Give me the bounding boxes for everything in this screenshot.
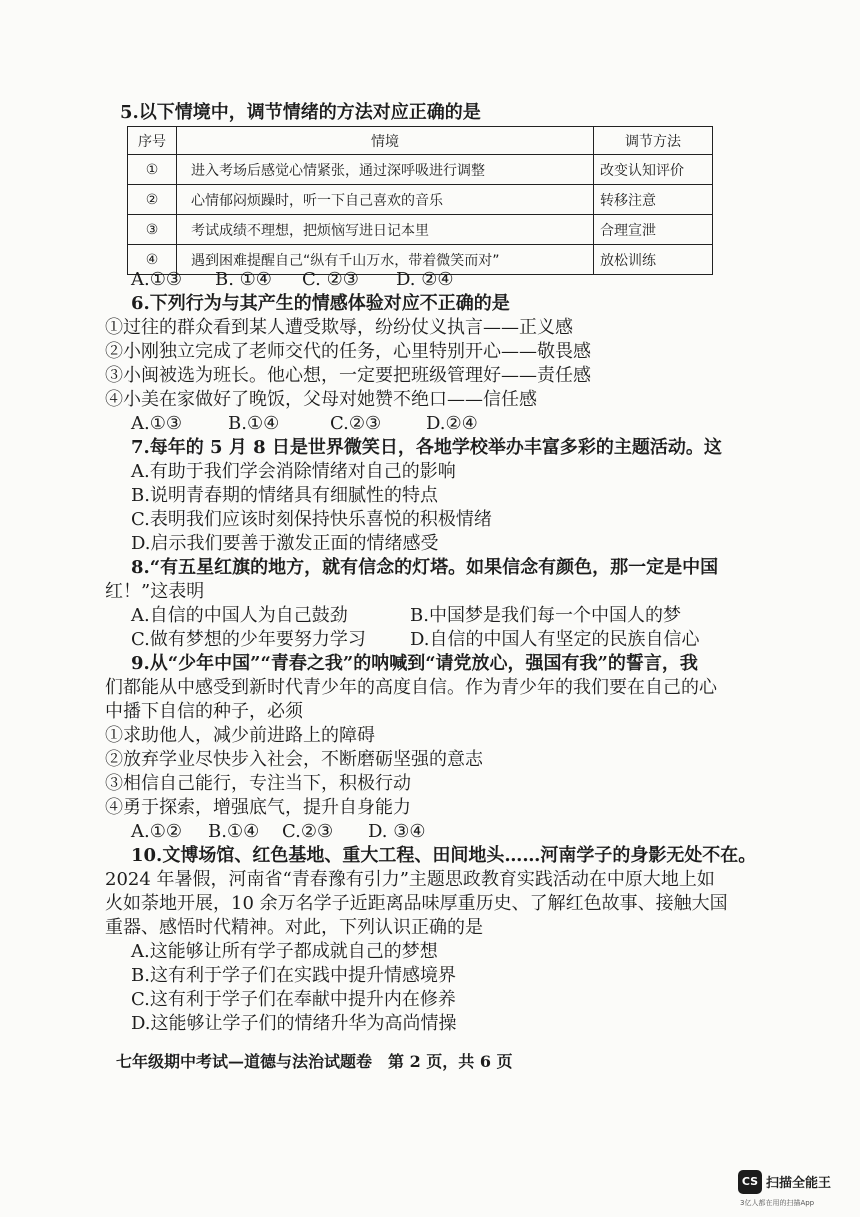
q9-stem-line3: 中播下自信的种子，必须 <box>105 701 303 722</box>
q6-item-4: ④小美在家做好了晚饭，父母对她赞不绝口——信任感 <box>105 389 537 410</box>
q10-stem-line3: 火如荼地开展，10 余万名学子近距离品味厚重历史、了解红色故事、接触大国 <box>105 893 728 914</box>
q9-item-1: ①求助他人，减少前进路上的障碍 <box>105 725 375 746</box>
q9-option-b: B.①④ <box>208 821 260 842</box>
table-header: 调节方法 <box>594 127 713 155</box>
table-cell: 遇到困难提醒自己“纵有千山万水，带着微笑而对” <box>177 245 594 275</box>
scanner-watermark <box>738 1170 848 1210</box>
table-row <box>128 155 713 185</box>
q5-option-b: B. ①④ <box>215 269 272 290</box>
q10-option-c: C.这有利于学子们在奉献中提升内在修养 <box>131 989 456 1010</box>
table-header: 序号 <box>128 127 177 155</box>
table-header-row <box>128 127 713 155</box>
q8-stem-line2: 红！”这表明 <box>105 581 205 602</box>
page-footer: 七年级期中考试—道德与法治试题卷 第 2 页，共 6 页 <box>116 1052 513 1071</box>
q10-stem-line2: 2024 年暑假，河南省“青春豫有引力”主题思政教育实践活动在中原大地上如 <box>105 869 715 890</box>
q8-option-b: B.中国梦是我们每一个中国人的梦 <box>410 605 681 626</box>
q7-option-b: B.说明青春期的情绪具有细腻性的特点 <box>131 485 438 506</box>
camscanner-logo-icon: CS <box>738 1170 762 1194</box>
table-row <box>128 215 713 245</box>
q5-stem: 5.以下情境中，调节情绪的方法对应正确的是 <box>120 102 481 123</box>
q6-item-3: ③小闽被选为班长。他心想，一定要把班级管理好——责任感 <box>105 365 591 386</box>
q6-option-d: D.②④ <box>426 413 478 434</box>
table-cell: 考试成绩不理想，把烦恼写进日记本里 <box>177 215 594 245</box>
q5-option-d: D. ②④ <box>396 269 454 290</box>
q9-item-4: ④勇于探索，增强底气，提升自身能力 <box>105 797 411 818</box>
table-cell: 心情郁闷烦躁时，听一下自己喜欢的音乐 <box>177 185 594 215</box>
table-cell: ① <box>128 155 177 185</box>
q7-option-a: A.有助于我们学会消除情绪对自己的影响 <box>131 461 456 482</box>
q10-stem-line1: 10.文博场馆、红色基地、重大工程、田间地头……河南学子的身影无处不在。 <box>131 845 757 866</box>
q6-option-b: B.①④ <box>228 413 280 434</box>
q8-option-d: D.自信的中国人有坚定的民族自信心 <box>410 629 700 650</box>
q9-stem-line2: 们都能从中感受到新时代青少年的高度自信。作为青少年的我们要在自己的心 <box>105 677 717 698</box>
q9-stem-line1: 9.从“少年中国”“青春之我”的呐喊到“请党放心，强国有我”的誓言，我 <box>131 653 698 674</box>
table-header: 情境 <box>177 127 594 155</box>
q6-stem: 6.下列行为与其产生的情感体验对应不正确的是 <box>131 293 510 314</box>
table-cell: ④ <box>128 245 177 275</box>
q5-option-c: C. ②③ <box>302 269 359 290</box>
q8-stem-line1: 8.“有五星红旗的地方，就有信念的灯塔。如果信念有颜色，那一定是中国 <box>131 557 719 578</box>
table-cell: 改变认知评价 <box>594 155 713 185</box>
q9-item-2: ②放弃学业尽快步入社会，不断磨砺坚强的意志 <box>105 749 483 770</box>
q10-option-d: D.这能够让学子们的情绪升华为高尚情操 <box>131 1013 457 1034</box>
table-cell: 进入考场后感觉心情紧张，通过深呼吸进行调整 <box>177 155 594 185</box>
watermark-tagline: 3亿人都在用的扫描App <box>740 1199 815 1207</box>
table-cell: ③ <box>128 215 177 245</box>
q9-option-c: C.②③ <box>282 821 334 842</box>
q10-option-a: A.这能够让所有学子都成就自己的梦想 <box>131 941 438 962</box>
q8-option-c: C.做有梦想的少年要努力学习 <box>131 629 366 650</box>
q6-item-1: ①过往的群众看到某人遭受欺辱，纷纷仗义执言——正义感 <box>105 317 573 338</box>
table-cell: ② <box>128 185 177 215</box>
table-cell: 放松训练 <box>594 245 713 275</box>
q5-table <box>127 126 713 275</box>
q5-option-a: A.①③ <box>131 269 182 290</box>
table-row <box>128 185 713 215</box>
q10-option-b: B.这有利于学子们在实践中提升情感境界 <box>131 965 456 986</box>
q9-option-d: D. ③④ <box>368 821 426 842</box>
q7-option-d: D.启示我们要善于激发正面的情绪感受 <box>131 533 439 554</box>
q9-option-a: A.①② <box>131 821 182 842</box>
q7-option-c: C.表明我们应该时刻保持快乐喜悦的积极情绪 <box>131 509 492 530</box>
table-cell: 合理宣泄 <box>594 215 713 245</box>
q6-option-a: A.①③ <box>131 413 182 434</box>
q9-item-3: ③相信自己能行，专注当下，积极行动 <box>105 773 411 794</box>
q7-stem: 7.每年的 5 月 8 日是世界微笑日，各地学校举办丰富多彩的主题活动。这 <box>131 437 722 458</box>
q8-option-a: A.自信的中国人为自己鼓劲 <box>131 605 348 626</box>
q6-option-c: C.②③ <box>330 413 382 434</box>
table-cell: 转移注意 <box>594 185 713 215</box>
watermark-app-name: 扫描全能王 <box>766 1176 832 1191</box>
q6-item-2: ②小刚独立完成了老师交代的任务，心里特别开心——敬畏感 <box>105 341 591 362</box>
q10-stem-line4: 重器、感悟时代精神。对此，下列认识正确的是 <box>105 917 483 938</box>
